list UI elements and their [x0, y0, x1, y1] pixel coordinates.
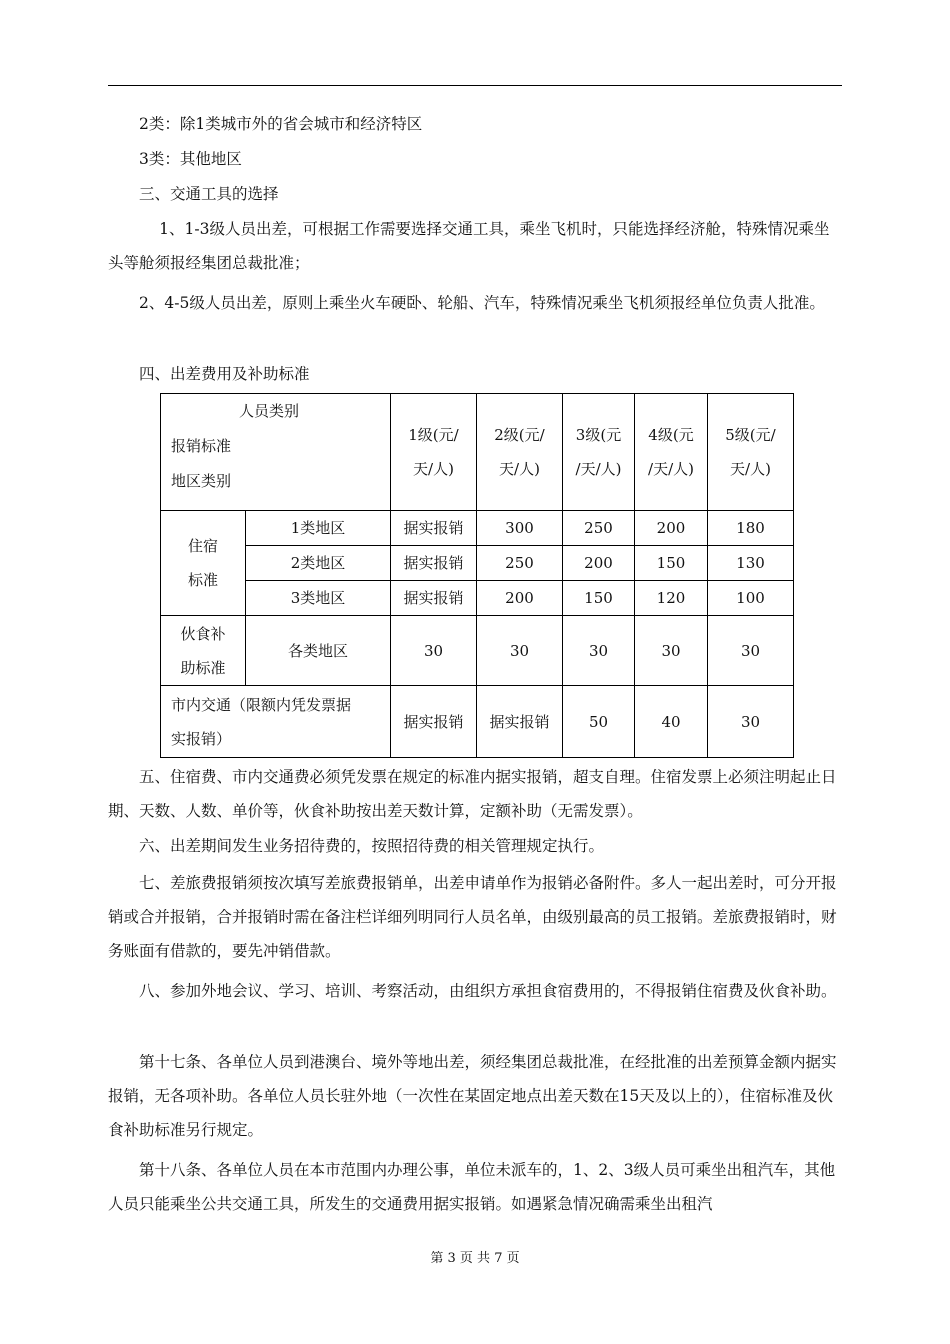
article-18: 第十八条、各单位人员在本市范围内办理公事，单位未派车的，1、2、3级人员可乘坐出租汽车，其他人员只能乘坐公共交通工具，所发生的交通费用据实报销。如遇紧急情况确需乘坐出租汽 — [108, 1161, 836, 1213]
level-4-header: 4级(元 /天/人) — [635, 394, 708, 511]
value-cell: 30 — [708, 616, 794, 686]
lodging-label: 住宿 标准 — [161, 511, 246, 616]
paragraph-5: 五、住宿费、市内交通费必须凭发票在规定的标准内据实报销，超支自理。住宿发票上必须注明起止日期、天数、人数、单价等，伙食补助按出差天数计算，定额补助（无需发票）。 — [108, 768, 837, 820]
article-17: 第十七条、各单位人员到港澳台、境外等地出差，须经集团总裁批准，在经批准的出差预算金额内据实报销，无各项补助。各单位人员长驻外地（一次性在某固定地点出差天数在15天及以上的），住宿标准及伙食补助标准另行规定。 — [108, 1053, 837, 1139]
paragraph-8: 八、参加外地会议、学习、培训、考察活动，由组织方承担食宿费用的，不得报销住宿费及伙食补助。 — [139, 982, 837, 1000]
paragraph-7: 七、差旅费报销须按次填写差旅费报销单，出差申请单作为报销必备附件。多人一起出差时，可分开报销或合并报销，合并报销时需在备注栏详细列明同行人员名单，由级别最高的员工报销。差旅费报销时，财务账面有借款的，要先冲销借款。 — [108, 874, 837, 960]
value-cell: 200 — [477, 581, 563, 616]
value-cell: 据实报销 — [391, 511, 477, 546]
level-2-header: 2级(元/ 天/人) — [477, 394, 563, 511]
value-cell: 100 — [708, 581, 794, 616]
table-row — [161, 511, 794, 546]
table-row — [161, 546, 794, 581]
header-reimbursement-standard: 报销标准 — [171, 437, 232, 455]
page-footer: 第 3 页 共 7 页 — [430, 1251, 520, 1266]
value-cell: 据实报销 — [391, 546, 477, 581]
paragraph-transport-1: 1、1-3级人员出差，可根据工作需要选择交通工具，乘坐飞机时，只能选择经济舱，特殊情况乘坐头等舱须报经集团总裁批准； — [108, 220, 830, 272]
table-row — [161, 616, 794, 686]
value-cell: 30 — [477, 616, 563, 686]
diagonal-header-cell — [161, 394, 391, 511]
value-cell: 30 — [391, 616, 477, 686]
level-3-header: 3级(元 /天/人) — [563, 394, 635, 511]
header-person-category: 人员类别 — [239, 402, 300, 420]
region-cell: 2类地区 — [246, 546, 391, 581]
value-cell: 据实报销 — [391, 686, 477, 758]
value-cell: 150 — [563, 581, 635, 616]
value-cell: 据实报销 — [477, 686, 563, 758]
value-cell: 250 — [563, 511, 635, 546]
value-cell: 200 — [635, 511, 708, 546]
region-cell: 3类地区 — [246, 581, 391, 616]
section-heading-4: 四、出差费用及补助标准 — [139, 365, 310, 383]
table-header-row — [161, 394, 794, 511]
table-row — [161, 581, 794, 616]
header-rule — [108, 85, 842, 86]
value-cell: 30 — [635, 616, 708, 686]
value-cell: 200 — [563, 546, 635, 581]
level-1-header: 1级(元/ 天/人) — [391, 394, 477, 511]
value-cell: 300 — [477, 511, 563, 546]
value-cell: 40 — [635, 686, 708, 758]
value-cell: 50 — [563, 686, 635, 758]
region-cell: 1类地区 — [246, 511, 391, 546]
expense-standard-table — [160, 393, 794, 758]
header-region-category: 地区类别 — [171, 472, 232, 490]
value-cell: 120 — [635, 581, 708, 616]
value-cell: 据实报销 — [391, 581, 477, 616]
paragraph-transport-2: 2、4-5级人员出差，原则上乘坐火车硬卧、轮船、汽车，特殊情况乘坐飞机须报经单位负责人批准。 — [139, 294, 825, 312]
paragraph-region-2: 2类：除1类城市外的省会城市和经济特区 — [139, 115, 423, 133]
region-cell: 各类地区 — [246, 616, 391, 686]
paragraph-region-3: 3类：其他地区 — [139, 150, 242, 168]
table-row — [161, 686, 794, 758]
paragraph-6: 六、出差期间发生业务招待费的，按照招待费的相关管理规定执行。 — [139, 837, 605, 855]
value-cell: 30 — [563, 616, 635, 686]
section-heading-3: 三、交通工具的选择 — [139, 185, 279, 203]
level-5-header: 5级(元/ 天/人) — [708, 394, 794, 511]
value-cell: 180 — [708, 511, 794, 546]
meal-label: 伙食补 助标准 — [161, 616, 246, 686]
value-cell: 150 — [635, 546, 708, 581]
transport-label: 市内交通（限额内凭发票据 实报销） — [161, 686, 391, 758]
value-cell: 130 — [708, 546, 794, 581]
value-cell: 250 — [477, 546, 563, 581]
value-cell: 30 — [708, 686, 794, 758]
